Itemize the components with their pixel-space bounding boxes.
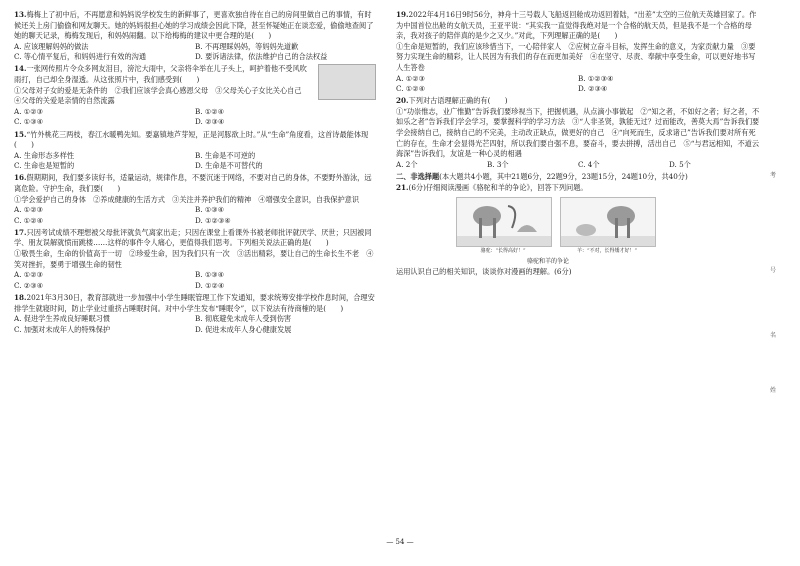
option-row	[14, 107, 376, 118]
option-row	[14, 151, 376, 162]
option-row	[396, 74, 760, 85]
option-row	[14, 325, 376, 336]
section-heading: 二、非选择题(本大题共4小题，其中21题6分，22题9分，23题15分，24题10分，共40分)	[396, 172, 688, 182]
answer-option: B. ①②③④	[578, 73, 614, 83]
left-column	[14, 10, 376, 337]
margin-mark-2: 号	[770, 267, 777, 274]
question-14	[14, 64, 376, 128]
option-row	[14, 52, 376, 63]
question-16	[14, 173, 376, 226]
right-column	[396, 10, 760, 278]
answer-option: C. 加强对未成年人的特殊保护	[14, 324, 111, 334]
page-number: — 54 —	[386, 538, 414, 546]
option-row	[14, 216, 376, 227]
margin-mark-4: 姓	[770, 387, 777, 394]
answer-option: A. ①②③	[14, 205, 44, 215]
question-stem: 15.“竹外桃花三两枝，春江水暖鸭先知。要嘉镇地芦芽短，正是河豚欲上时。”从“生命”角度看，这首诗最能体现( )	[14, 129, 369, 150]
answer-option: B. ①②④	[195, 106, 225, 116]
comic-illustration	[456, 197, 656, 255]
answer-option: C. 生命也是短暂的	[14, 161, 75, 171]
question-21: 21.(6分)仔细阅读漫画《骆驼和羊的争论》，回答下列问题。	[396, 183, 588, 192]
answer-option: C. 等心情平复后，和妈妈进行有效的沟通	[14, 52, 147, 62]
answer-option: D. 5个	[669, 159, 691, 169]
answer-option: C. ①③④	[14, 117, 44, 127]
comic-caption-sheep: 羊：“不对，长得矮才好！”	[576, 247, 638, 254]
option-row	[14, 117, 376, 128]
question-statements: ①父母对子女的爱是无条件的 ②我们应该学会真心感恩父母 ③父母关心子女比关心自己 ④父母的关爱是亲情的自然流露	[14, 85, 309, 106]
answer-option: B. 不再理睬妈妈，等妈妈先道歉	[195, 41, 299, 51]
answer-option: D. 促进未成年人身心健康发展	[195, 324, 292, 334]
question-statements: ①敬畏生命，生命的价值高于一切 ②珍爱生命，因为我们只有一次 ③活出精彩，要让自己的生命长生不老 ④笑对挫折，要勇于增强生命的韧性	[14, 249, 374, 269]
answer-option: A. 生命形态多样性	[14, 150, 75, 160]
option-row	[14, 205, 376, 216]
answer-option: D. ②③④	[578, 84, 608, 94]
option-row	[396, 160, 760, 171]
comic-panel-sheep	[560, 197, 656, 247]
comic-panel-camel	[456, 197, 552, 247]
question-17	[14, 228, 376, 292]
comic-title: 骆驼和羊的争论	[526, 257, 569, 265]
answer-option: C. ②③④	[14, 280, 44, 290]
answer-option: B. 彻底避免未成年人受到伤害	[195, 314, 292, 324]
option-row	[14, 270, 376, 281]
option-row	[14, 42, 376, 53]
question-stem: 14.一张网传照片令众多网友泪目，滂沱大雨中，父亲将伞举在儿子头上，呵护着他不受风吹雨打，自己却全身湿透。从这张照片中，我们感受到( )	[14, 64, 376, 85]
answer-option: D. ①②④	[195, 280, 225, 290]
question-stem: 13.梅梅上了初中后，不再愿意和妈妈说学校发生的新鲜事了，更喜欢独自待在自己的房间里做自己的事情，有时候还关上房门偷偷和网友聊天。她的妈妈很担心她的学习成绩会因此下降，甚至怀疑她正在谈恋爱，偷偷地查阅了她的聊天记录，梅梅发现后，和妈妈闹翻。以下给梅梅的建议中更合理的是( )	[14, 10, 374, 41]
answer-option: A. 应该理解妈妈的做法	[14, 41, 89, 51]
question-stem: 18.2021年3月30日，教育部就进一步加强中小学生睡眠管理工作下发通知，要求统筹安排学校作息时间，合理安排学生就寝时间，防止学业过重挤占睡眠时间。对中小学生发布“睡眠令”，以下说法有待商榷的是( )	[14, 292, 375, 313]
answer-option: D. ②③④	[195, 117, 225, 127]
answer-option: A. ①②③	[396, 73, 426, 83]
option-row	[14, 281, 376, 292]
answer-option: A. ①②③	[14, 106, 44, 116]
question-19	[396, 10, 760, 95]
option-row	[14, 161, 376, 172]
answer-option: A. 2个	[396, 159, 418, 169]
option-row	[14, 314, 376, 325]
question-stem: 16.假期期间，我们要多读好书，适量运动，规律作息，不要沉迷于网络，不要对自己的身体，不要野外游泳，远离危险。守护生命，我们要( )	[14, 173, 372, 193]
question-18	[14, 293, 376, 335]
question-stem: 20.下列对古语理解正确的有( )	[396, 96, 508, 106]
margin-mark-3: 名	[770, 332, 777, 339]
answer-option: C. ①②④	[14, 215, 44, 225]
answer-option: A. ①②③	[14, 270, 44, 280]
question-stem: 19.2022年4月16日9时56分，神舟十三号载人飞船返回舱成功返回着陆，“出差”太空的三位航天英雄回家了。作为中国首位出舱的女航天员，王亚平说：“其实我一直觉得我绝对是一个合格的航天员，但是我不是一个合格的母亲，我对孩子的陪伴真的是少之又少。”对此，下列理解正确的是( )	[396, 10, 757, 41]
answer-option: D. ①②③④	[195, 215, 231, 225]
question-photo	[318, 64, 376, 100]
answer-option: B. 3个	[487, 159, 509, 169]
question-stem: 17.只因考试成绩不理想被父母批评就负气离家出走；只因在课堂上看课外书被老师批评就厌学、厌世；只因被同学、朋友误解就愤而跳楼……这样的事件令人痛心，更值得我们思考。下列相关说法正确的是( )	[14, 227, 372, 248]
question-statements: ①学会爱护自己的身体 ②养成健康的生活方式 ③关注并养护我们的精神 ④增强安全意识，自我保护意识	[14, 194, 360, 204]
question-20	[396, 96, 760, 170]
answer-option: B. 生命是不可逆的	[195, 150, 256, 160]
question-statements: ①“功崇惟志，业广惟勤”告诉我们要珍视当下，把握机遇，从点滴小事做起 ②“知之者，不如好之者；好之者，不如乐之者”告诉我们学会学习，要掌握科学的学习方法 ③“人非圣贤，孰能无过？过而能改，善莫大焉”告诉我们要学会接纳自己，接纳自己的不完美，主动改正缺点，做更好的自己 ④“向死而生，反求诸己”告诉我们要对所有死亡的存在，生命才会显得光芒四射，所以我们要自强不息，要奋斗，要去拼搏，活出自己 ⑤“与君远相知，不道云海深”告诉我们，友谊是一种心灵的相遇	[396, 106, 760, 159]
answer-option: B. ①③④	[195, 205, 225, 215]
answer-option: A. 促进学生养成良好睡眠习惯	[14, 314, 111, 324]
margin-mark-1: 考	[770, 172, 777, 179]
answer-option: D. 要诉诸法律，依法维护自己的合法权益	[195, 52, 328, 62]
answer-option: D. 生命是不可替代的	[195, 161, 263, 171]
comic-caption-camel: 骆驼：“长得高好！”	[480, 247, 526, 254]
answer-option: C. ①②④	[396, 84, 426, 94]
question-15	[14, 130, 376, 172]
option-row	[396, 84, 760, 95]
answer-option: C. 4个	[578, 159, 600, 169]
question-21-prompt: 运用认识自己的相关知识，谈谈你对漫画的理解。(6分)	[396, 267, 572, 277]
question-statements: ①生命是短暂的，我们应该珍惜当下，一心陪伴家人 ②应树立奋斗目标，发挥生命的意义，为家贡献力量 ③要努力实现生命的精彩，让人民因为有我们的存在而更加美好 ④在坚守、尽责、奉献中享受生命，可以更好地书写人生答卷	[396, 41, 756, 72]
answer-option: B. ①③④	[195, 270, 225, 280]
question-13	[14, 10, 376, 63]
